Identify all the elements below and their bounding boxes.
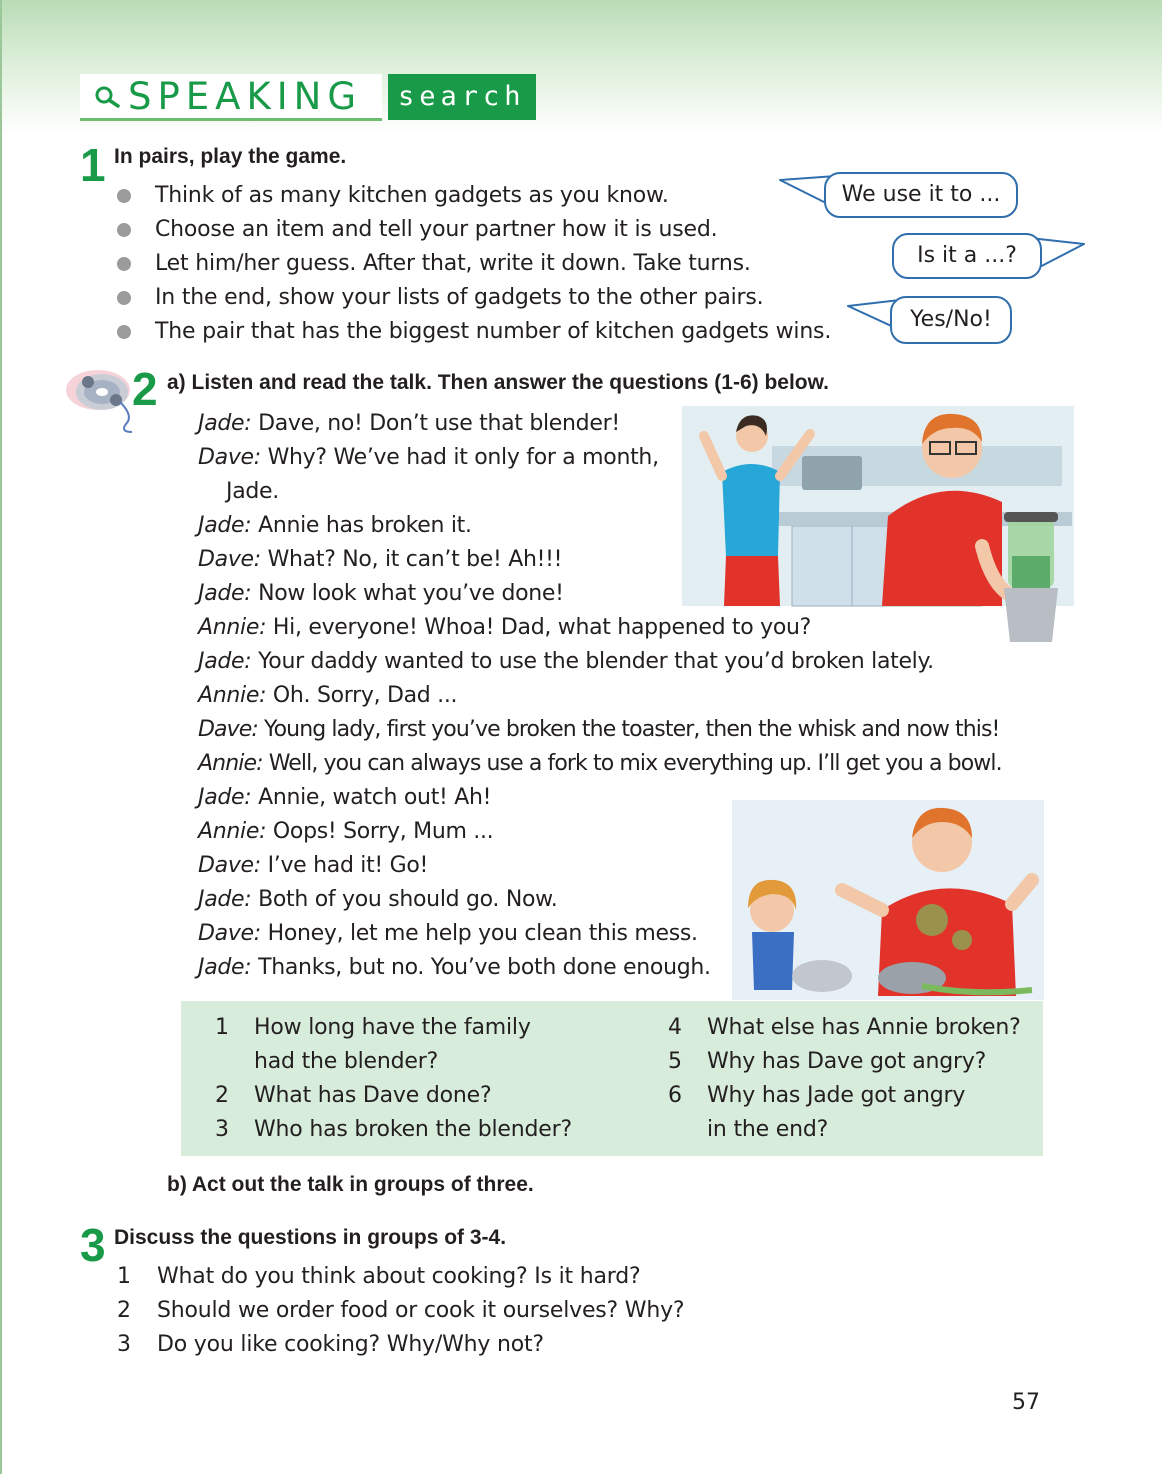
line-text: What? No, it can’t be! Ah!!! — [260, 547, 563, 572]
speaker-name: Annie: — [198, 683, 267, 708]
speaker-name: Jade: — [198, 581, 252, 606]
discussion-question: What do you think about cooking? Is it hard? — [157, 1264, 641, 1289]
question-text: had the blender? — [254, 1049, 439, 1074]
speaker-name: Annie: — [198, 751, 263, 776]
question-number: 1 — [215, 1015, 229, 1040]
item-number: 1 — [117, 1264, 131, 1289]
exercise-1-bullet: Think of as many kitchen gadgets as you know. — [155, 183, 669, 208]
kitchen-illustration — [682, 406, 1074, 646]
question-number: 4 — [668, 1015, 682, 1040]
exercise-1-bullet: Let him/her guess. After that, write it down. Take turns. — [155, 251, 751, 276]
speaker-name: Dave: — [198, 445, 261, 470]
dialogue-line — [198, 546, 562, 574]
speaker-name: Dave: — [198, 853, 261, 878]
exercise-2-part-a: a) Listen and read the talk. Then answer the questions (1-6) below. — [167, 371, 830, 394]
dialogue-line — [198, 614, 811, 642]
exercise-3-instruction: Discuss the questions in groups of 3-4. — [114, 1226, 507, 1249]
question-text: Who has broken the blender? — [254, 1117, 572, 1142]
line-text: Dave, no! Don’t use that blender! — [251, 411, 620, 436]
speech-bubble: We use it to ... — [824, 172, 1018, 218]
question-text: Why has Jade got angry — [707, 1083, 966, 1108]
discussion-question: Should we order food or cook it ourselves? Why? — [157, 1298, 685, 1323]
exercise-1-bullet: Choose an item and tell your partner how it is used. — [155, 217, 718, 242]
exercise-1-bullet: In the end, show your lists of gadgets to the other pairs. — [155, 285, 764, 310]
speaker-name: Dave: — [198, 717, 258, 742]
bullet-dot — [117, 189, 131, 203]
line-text: Thanks, but no. You’ve both done enough. — [251, 955, 711, 980]
dialogue-line — [198, 750, 1002, 778]
line-text: Oh. Sorry, Dad ... — [266, 683, 458, 708]
question-text: in the end? — [707, 1117, 829, 1142]
bullet-dot — [117, 325, 131, 339]
speech-bubble: Is it a ...? — [892, 233, 1042, 279]
speaker-name: Annie: — [198, 819, 267, 844]
speaker-name: Jade: — [198, 785, 252, 810]
item-number: 3 — [117, 1332, 131, 1357]
line-text: Annie has broken it. — [251, 513, 472, 538]
line-text: Young lady, first you’ve broken the toaster, then the whisk and now this! — [257, 717, 1000, 742]
item-number: 2 — [117, 1298, 131, 1323]
line-text: Both of you should go. Now. — [251, 887, 558, 912]
dialogue-line — [226, 478, 279, 506]
dialogue-line — [198, 512, 472, 540]
section-header — [80, 74, 536, 122]
bullet-dot — [117, 291, 131, 305]
dialogue-line — [198, 648, 934, 676]
question-text: What has Dave done? — [254, 1083, 492, 1108]
speech-bubble: Yes/No! — [890, 296, 1012, 344]
dialogue-line — [198, 716, 999, 744]
line-text: Your daddy wanted to use the blender that you’d broken lately. — [251, 649, 934, 674]
mess-illustration — [732, 800, 1044, 1000]
exercise-1-number: 1 — [80, 139, 106, 191]
page-number: 57 — [1012, 1390, 1040, 1415]
discussion-question: Do you like cooking? Why/Why not? — [157, 1332, 544, 1357]
dialogue-line — [198, 682, 457, 710]
speaker-name: Jade: — [198, 887, 252, 912]
question-number: 2 — [215, 1083, 229, 1108]
question-text: How long have the family — [254, 1015, 531, 1040]
line-text: Jade. — [226, 479, 279, 504]
line-text: I’ve had it! Go! — [260, 853, 429, 878]
dialogue-line — [198, 920, 698, 948]
speaker-name: Jade: — [198, 649, 252, 674]
question-number: 6 — [668, 1083, 682, 1108]
question-number: 3 — [215, 1117, 229, 1142]
speaker-name: Jade: — [198, 513, 252, 538]
speaker-name: Dave: — [198, 547, 261, 572]
search-icon — [94, 85, 122, 109]
dialogue-line — [198, 410, 620, 438]
dialogue-line — [198, 580, 564, 608]
line-text: Annie, watch out! Ah! — [251, 785, 492, 810]
dialogue-line — [198, 852, 428, 880]
exercise-1-instruction: In pairs, play the game. — [114, 145, 347, 168]
speaker-name: Dave: — [198, 921, 261, 946]
line-text: Hi, everyone! Whoa! Dad, what happened to you? — [266, 615, 812, 640]
dialogue-line — [198, 954, 711, 982]
dialogue-line — [198, 784, 491, 812]
question-text: What else has Annie broken? — [707, 1015, 1021, 1040]
section-title: SPEAKING — [128, 75, 363, 118]
line-text: Oops! Sorry, Mum ... — [266, 819, 494, 844]
exercise-1-bullet: The pair that has the biggest number of kitchen gadgets wins. — [155, 319, 832, 344]
line-text: Honey, let me help you clean this mess. — [260, 921, 698, 946]
line-text: Now look what you’ve done! — [251, 581, 564, 606]
bullet-dot — [117, 223, 131, 237]
dialogue-line — [198, 886, 558, 914]
bullet-dot — [117, 257, 131, 271]
question-text: Why has Dave got angry? — [707, 1049, 987, 1074]
exercise-2-part-b: b) Act out the talk in groups of three. — [167, 1173, 534, 1196]
exercise-2-number: 2 — [132, 363, 158, 415]
speaker-name: Jade: — [198, 955, 252, 980]
exercise-3-number: 3 — [80, 1219, 106, 1271]
speaker-name: Annie: — [198, 615, 267, 640]
line-text: Well, you can always use a fork to mix everything up. I’ll get you a bowl. — [262, 751, 1002, 776]
section-label: search — [398, 81, 526, 112]
page-edge-rule — [0, 0, 2, 1474]
line-text: Why? We’ve had it only for a month, — [260, 445, 659, 470]
dialogue-line — [198, 444, 659, 472]
question-number: 5 — [668, 1049, 682, 1074]
speaker-name: Jade: — [198, 411, 252, 436]
dialogue-line — [198, 818, 493, 846]
